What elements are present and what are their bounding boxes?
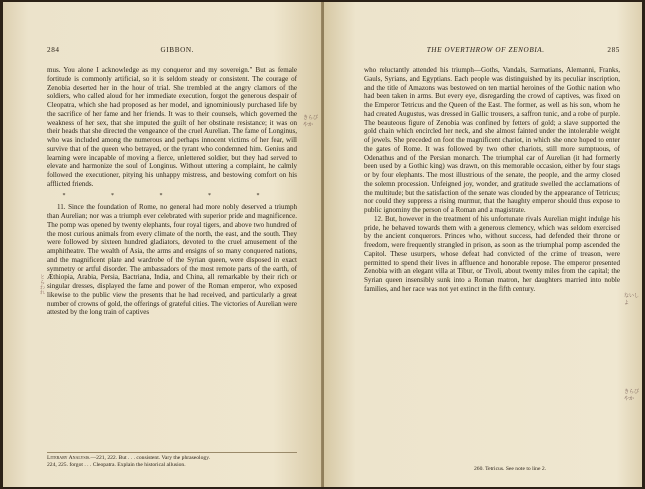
left-page xyxy=(3,2,321,487)
left-running-title: GIBBON. xyxy=(160,46,195,54)
handwritten-margin-note xyxy=(7,274,45,364)
footnote-label: Literary Analysis. xyxy=(47,455,91,461)
right-footnote: 260. Tetricus. See note to line 2. xyxy=(474,466,547,472)
left-page-number: 284 xyxy=(47,46,60,54)
right-paragraph-1: who reluctantly attended his triumph—Goths, Vandals, Sarmatians, Alemanni, Franks, Gauls, Syrians, and Egyptians. Each people was distinguished by its peculiar inscription, and the title of Amazons was bestowed on ten martial heroines of the Gothic nation who had been taken in arms. But every eye, disregarding the crowd of captives, was fixed on the Emperor Tetricus and the Queen of the East. The former, as well as his son, whom he had created Augustus, was dressed in Gallic trousers, a saffron tunic, and a robe of purple. The beauteous figure of Zenobia was confined by fetters of gold; a slave supported the gold chain which encircled her neck, and she almost fainted under the intolerable weight of jewels. She preceded on foot the magnificent chariot, in which she once hoped to enter the gates of Rome. It was followed by two other chariots, still more sumptuous, of Odenathus and of the Persian monarch. The triumphal car of Aurelian (it had formerly been used by a Gothic king) was drawn, on this memorable occasion, either by four stags or by four elephants. The most illustrious of the senate, the people, and the army closed the solemn procession. Unfeigned joy, wonder, and gratitude swelled the acclamations of the multitude; but the satisfaction of the senate was clouded by the appearance of Tetricus; nor could they suppress a rising murmur, that the haughty emperor should thus expose to public ignominy the person of a Roman and a magistrate. xyxy=(364,66,620,214)
right-page xyxy=(324,2,642,487)
left-paragraph-1: mus. You alone I acknowledge as my conqueror and my sovereign." But as female fortitude is commonly artificial, so it is seldom steady or consistent. The courage of Zenobia deserted her in the hour of trial. She trembled at the angry clamors of the soldiers, who called aloud for her immediate execution, forgot the generous despair of Cleopatra, which she had proposed as her model, and ignominiously purchased life by the sacrifice of her fame and her friends. It was to their counsels, which governed the weakness of her sex, that she imputed the guilt of her obstinate resistance; it was on their heads that she directed the vengeance of the cruel Aurelian. The fame of Longinus, who was included among the numerous and perhaps innocent victims of her fear, will survive that of the queen who betrayed, or the tyrant who condemned him. Genius and learning were incapable of moving a fierce, unlettered soldier, but they had served to elevate and harmonize the soul of Longinus. Without uttering a complaint, he calmly followed the executioner, pitying his unhappy mistress, and bestowing comfort on his afflicted friends. xyxy=(47,66,297,188)
right-running-head xyxy=(364,46,620,54)
left-footnotes xyxy=(47,452,297,469)
footnote-1: —221, 222. But . . . consistent. Vary the phraseology. xyxy=(90,455,211,461)
section-stars: * * * * * xyxy=(62,192,282,199)
left-body-text xyxy=(47,66,297,317)
margin-note-3: きらびやか xyxy=(624,389,640,402)
footnote-2: 224, 225. forgot . . . Cleopatra. Explain the historical allusion. xyxy=(47,462,186,469)
right-body-text xyxy=(364,66,620,294)
right-page-number: 285 xyxy=(607,46,620,54)
right-paragraph-2: 12. But, however in the treatment of his unfortunate rivals Aurelian might indulge his pride, he behaved towards them with a generous clemency, which was seldom exercised by the ancient conquerors. Princes who, without success, had defended their throne or freedom, were frequently strangled in prison, as soon as the triumphal pomp ascended the Capitol. These usurpers, whose defeat had convicted of the crime of treason, were permitted to spend their lives in affluence and honorable repose. The emperor presented Zenobia with an elegant villa at Tibur, or Tivoli, about twenty miles from the capital; the Syrian queen insensibly sunk into a Roman matron, her daughters married into noble families, and her race was not yet extinct in the fifth century. xyxy=(364,214,620,293)
margin-note-4: ないしよ xyxy=(624,293,640,306)
book-spread xyxy=(3,2,642,487)
right-running-title: THE OVERTHROW OF ZENOBIA. xyxy=(426,46,545,54)
left-running-head xyxy=(47,46,295,54)
left-paragraph-2: 11. Since the foundation of Rome, no general had more nobly deserved a triumph than Aurelian; nor was a triumph ever celebrated with superior pride and magnificence. The pomp was opened by twenty elephants, four royal tigers, and above two hundred of the most curious animals from every climate of the north, the east, and the south. They were followed by sixteen hundred gladiators, devoted to the cruel amusement of the amphitheatre. The wealth of Asia, the arms and ensigns of so many conquered nations, and the magnificent plate and wardrobe of the Syrian queen, were disposed in exact symmetry or artful disorder. The ambassadors of the most remote parts of the earth, of Æthiopia, Arabia, Persia, Bactriana, India, and China, all remarkable by their rich or singular dresses, displayed the fame and power of the Roman emperor, who exposed likewise to the public view the presents that he had received, and particularly a great number of crowns of gold, the offerings of grateful cities. The victories of Aurelian were attested by the long train of captives xyxy=(47,203,297,317)
margin-note-1: とらわれ xyxy=(39,274,45,295)
margin-note-2: きらびやか xyxy=(303,115,319,128)
